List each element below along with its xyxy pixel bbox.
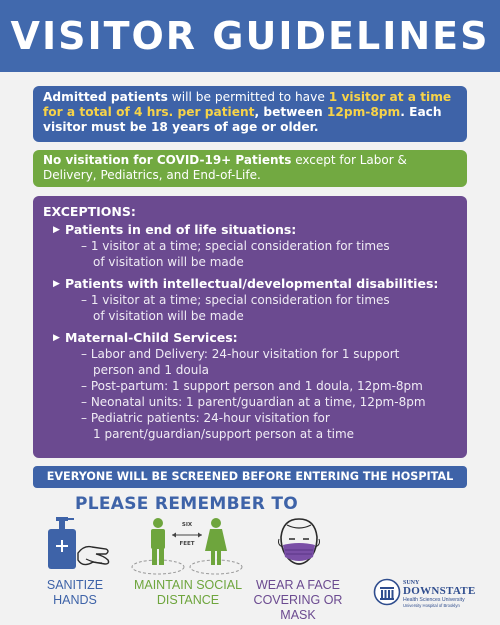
triangle-bullet-icon: ▶ xyxy=(53,333,60,343)
exception-title: Patients in end of life situations: xyxy=(65,222,297,237)
exception-maternal-child xyxy=(43,330,457,346)
detail-line: – 1 visitor at a time; special consideration for times xyxy=(81,239,390,253)
triangle-bullet-icon: ▶ xyxy=(53,279,60,289)
downstate-logo-icon xyxy=(373,578,401,606)
logo-subtitle: Health Sciences University xyxy=(403,597,465,603)
screening-banner: EVERYONE WILL BE SCREENED BEFORE ENTERING THE HOSPITAL xyxy=(33,466,467,488)
detail-line: of visitation will be made xyxy=(93,255,244,269)
covid-box xyxy=(33,150,467,187)
social-distance-icon xyxy=(128,515,248,575)
detail-line: – Pediatric patients: 24-hour visitation for xyxy=(81,411,330,425)
exception-title: Patients with intellectual/developmental disabilities: xyxy=(65,276,439,291)
covid-label: No visitation for COVID-19+ Patients xyxy=(43,153,292,167)
logo-name: DOWNSTATE xyxy=(403,585,476,597)
exception-end-of-life xyxy=(43,222,457,238)
admitted-patients-box xyxy=(33,86,467,142)
exception-details xyxy=(43,238,457,270)
admitted-text-a: will be permitted to have xyxy=(167,90,329,104)
admitted-label: Admitted patients xyxy=(43,90,168,104)
exception-disabilities xyxy=(43,276,457,292)
exception-details xyxy=(43,346,457,442)
detail-line: person and 1 doula xyxy=(93,363,210,377)
covid-text xyxy=(43,153,457,183)
six-feet-text-2: FEET xyxy=(179,541,195,547)
exceptions-box xyxy=(33,196,467,458)
detail-line: – Neonatal units: 1 parent/guardian at a time, 12pm-8pm xyxy=(81,395,426,409)
label-line: WEAR A FACE xyxy=(255,578,341,592)
mask-label xyxy=(238,578,358,623)
logo-hospital: University Hospital of Brooklyn xyxy=(403,603,460,608)
label-line: MAINTAIN SOCIAL xyxy=(133,578,243,592)
admitted-patients-text xyxy=(43,90,457,135)
detail-line: – Labor and Delivery: 24-hour visitation for 1 support xyxy=(81,347,400,361)
detail-line: of visitation will be made xyxy=(93,309,244,323)
six-feet-text-1: SIX xyxy=(181,522,193,528)
downstate-logo xyxy=(403,580,483,608)
exceptions-title: EXCEPTIONS: xyxy=(43,204,136,219)
remember-heading: PLEASE REMEMBER TO xyxy=(75,494,299,514)
distance-label xyxy=(128,578,248,608)
detail-line: 1 parent/guardian/support person at a time xyxy=(93,427,355,441)
label-line: HANDS xyxy=(53,593,97,607)
visiting-hours: 12pm-8pm xyxy=(326,105,401,119)
admitted-text-c: . Each visitor must be 18 years of age or older. xyxy=(43,105,442,134)
covid-exceptions: except for Labor & Delivery, Pediatrics, and End-of-Life. xyxy=(43,153,407,182)
face-mask-icon xyxy=(271,515,327,575)
label-line: COVERING OR MASK xyxy=(253,593,343,622)
exception-details xyxy=(43,292,457,324)
page-title: VISITOR GUIDELINES xyxy=(10,14,490,58)
header-banner xyxy=(0,0,500,72)
detail-line: – Post-partum: 1 support person and 1 doula, 12pm-8pm xyxy=(81,379,423,393)
triangle-bullet-icon: ▶ xyxy=(53,225,60,235)
exception-title: Maternal-Child Services: xyxy=(65,330,238,345)
hand-sanitizer-icon xyxy=(42,515,112,575)
label-line: SANITIZE xyxy=(46,578,104,592)
admitted-text-b: , between xyxy=(254,105,327,119)
detail-line: – 1 visitor at a time; special consideration for times xyxy=(81,293,390,307)
sanitize-label xyxy=(35,578,115,608)
label-line: DISTANCE xyxy=(156,593,220,607)
visitor-limit: 1 visitor at a time for a total of 4 hrs. per patient xyxy=(43,90,452,119)
logo-suny: SUNY xyxy=(403,580,420,586)
